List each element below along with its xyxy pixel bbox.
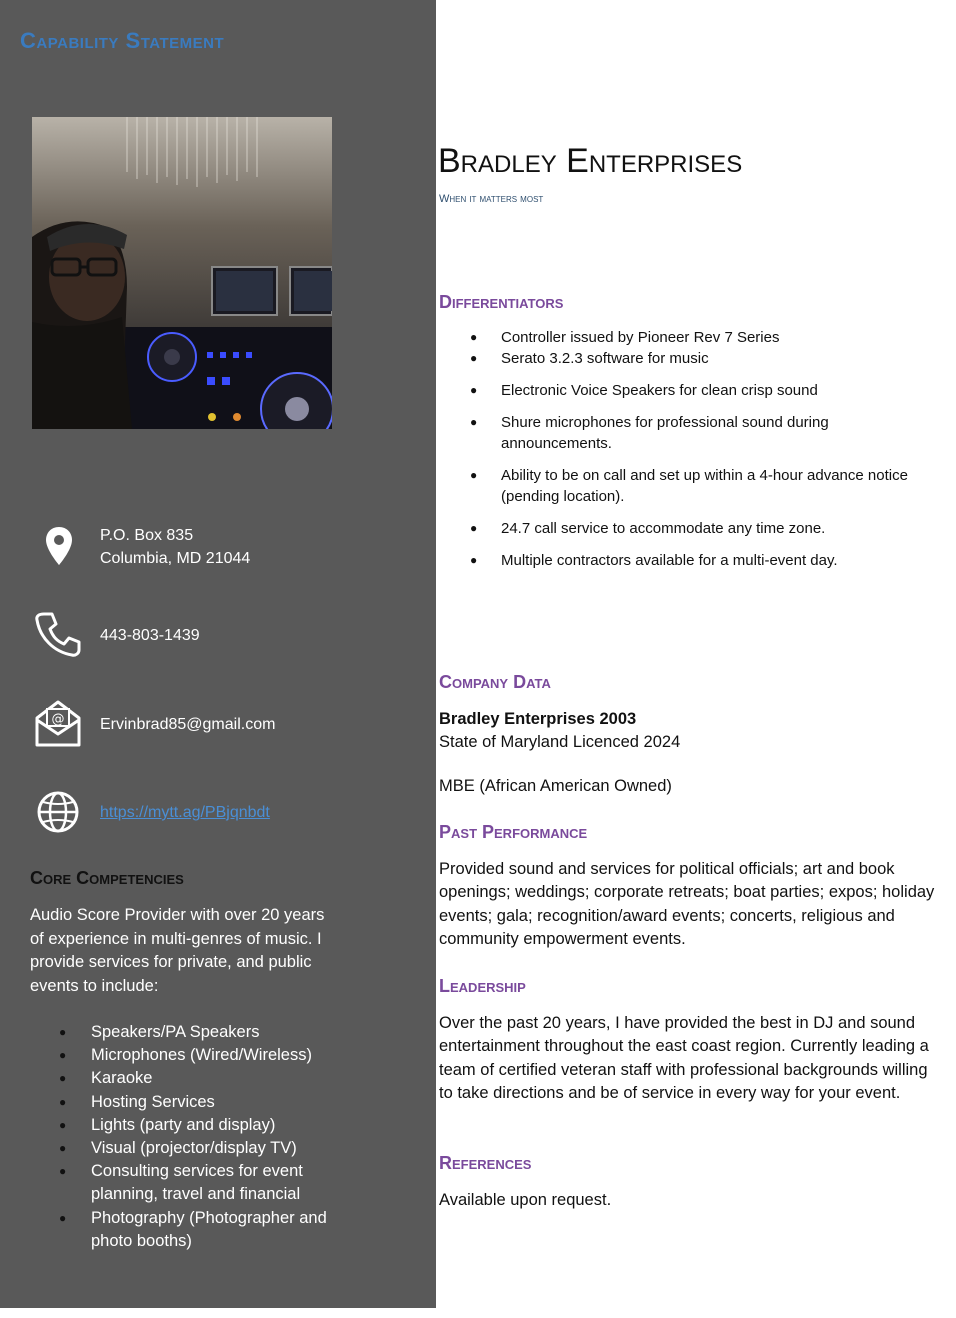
- list-item: ● Consulting services for event planning, travel and financial: [30, 1160, 330, 1206]
- past-performance-text: Provided sound and services for political officials; art and book openings; weddings; corporate retreats; boat parties; expos; holiday events; gala; recognition/award events; concerts, religious and community empowerment events.: [439, 860, 935, 948]
- core-competencies-heading: Core Competencies: [30, 868, 184, 888]
- svg-text:@: @: [51, 712, 65, 727]
- website-link[interactable]: https://mytt.ag/PBjqnbdt: [100, 804, 270, 821]
- past-performance-heading: Past Performance: [439, 822, 588, 842]
- list-item: ● Visual (projector/display TV): [30, 1137, 330, 1160]
- differentiators-heading: Differentiators: [439, 292, 564, 312]
- address-line-2: Columbia, MD 21044: [100, 550, 251, 567]
- list-item: ● Ability to be on call and set up within a 4-hour advance notice (pending location).: [439, 465, 909, 507]
- list-item: ● Microphones (Wired/Wireless): [30, 1044, 330, 1067]
- list-item: ● Controller issued by Pioneer Rev 7 Series: [439, 327, 909, 348]
- capability-title: Capability Statement: [20, 28, 225, 53]
- list-item: ● Photography (Photographer and photo booths): [30, 1207, 330, 1253]
- address-block: [100, 524, 250, 570]
- differentiators-list: [439, 327, 909, 571]
- leadership-text: Over the past 20 years, I have provided the best in DJ and sound entertainment throughout the east coast region. Currently leading a team of certified veteran staff with professional backgrounds willing to take directions and be of service in every way for your event.: [439, 1014, 929, 1102]
- references-heading: References: [439, 1153, 532, 1173]
- core-competencies-intro: Audio Score Provider with over 20 years of experience in multi-genres of music. I provide services for private, and public events to include:: [30, 906, 325, 995]
- list-item: ● Speakers/PA Speakers: [30, 1021, 330, 1044]
- tagline: When it matters most: [439, 193, 544, 205]
- leadership-heading: Leadership: [439, 976, 526, 996]
- list-item: ● Lights (party and display): [30, 1114, 330, 1137]
- email-address[interactable]: Ervinbrad85@gmail.com: [100, 716, 276, 733]
- references-text: Available upon request.: [439, 1191, 612, 1209]
- list-item: ● Serato 3.2.3 software for music: [439, 348, 909, 369]
- list-item: ● Multiple contractors available for a multi-event day.: [439, 550, 909, 571]
- company-name: Bradley Enterprises: [438, 142, 743, 180]
- location-pin-icon: [44, 526, 74, 566]
- list-item: ● Hosting Services: [30, 1091, 330, 1114]
- list-item: ● Karaoke: [30, 1067, 330, 1090]
- list-item: ● 24.7 call service to accommodate any time zone.: [439, 518, 909, 539]
- company-data-line-3: MBE (African American Owned): [439, 776, 672, 795]
- globe-icon: [36, 790, 80, 834]
- phone-number[interactable]: 443-803-1439: [100, 627, 200, 644]
- email-icon: [34, 698, 82, 748]
- company-data-heading: Company Data: [439, 672, 551, 692]
- dj-photo: [32, 117, 332, 429]
- core-competencies-list: [30, 1021, 330, 1253]
- company-data-block: [439, 708, 944, 798]
- list-item: ● Electronic Voice Speakers for clean crisp sound: [439, 380, 909, 401]
- company-data-line-1: Bradley Enterprises 2003: [439, 710, 637, 728]
- phone-icon: [34, 610, 82, 658]
- address-line-1: P.O. Box 835: [100, 527, 194, 544]
- list-item: ● Shure microphones for professional sound during announcements.: [439, 412, 909, 454]
- company-data-line-2: State of Maryland Licenced 2024: [439, 733, 681, 752]
